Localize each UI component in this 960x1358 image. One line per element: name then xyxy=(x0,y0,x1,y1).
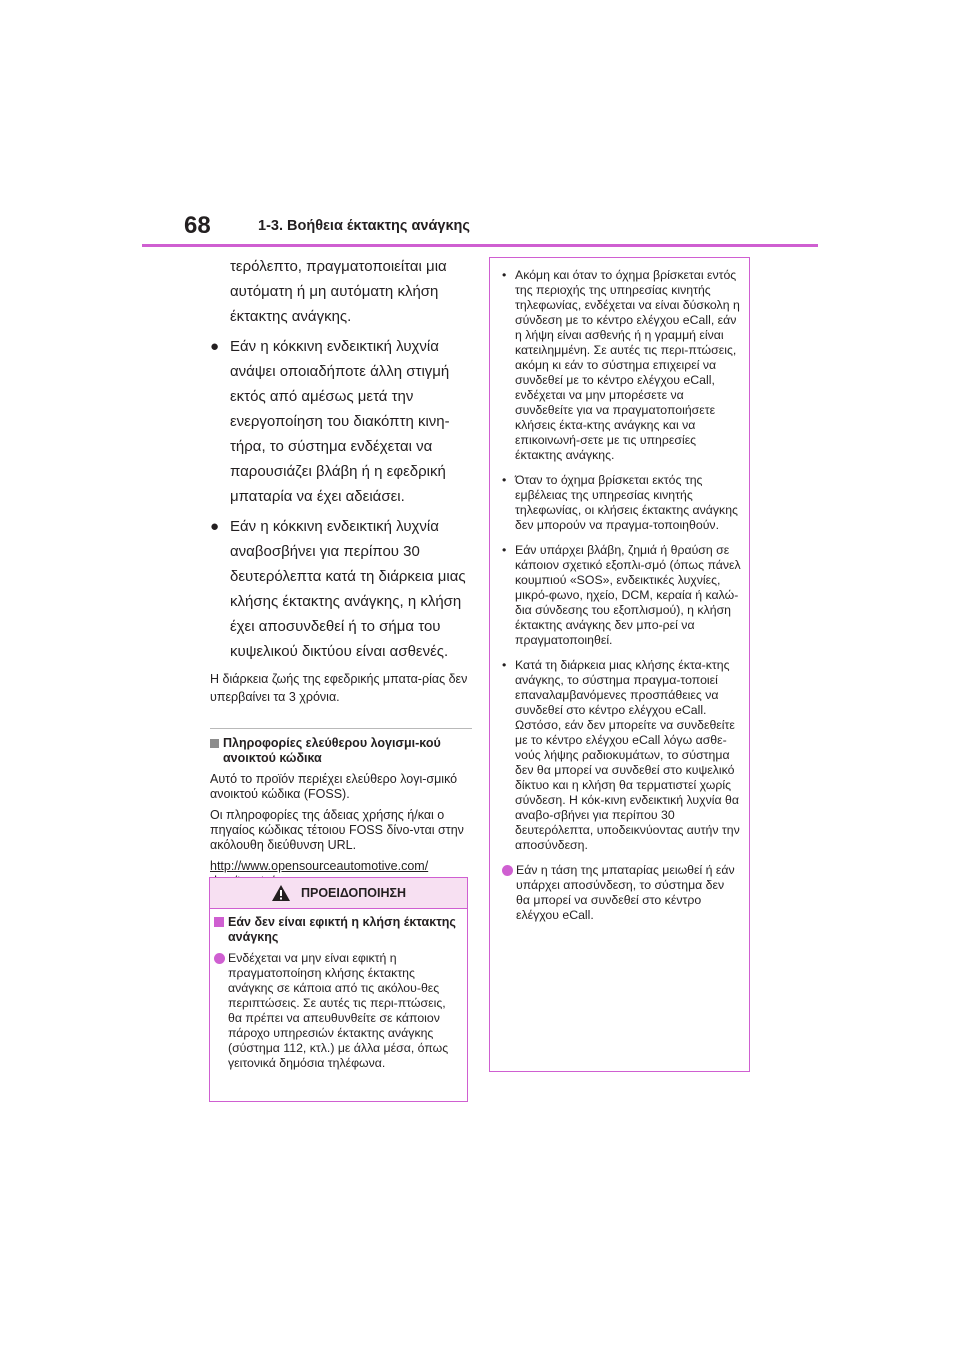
square-bullet-icon xyxy=(214,917,224,927)
section-title: 1-3. Βοήθεια έκτακτης ανάγκης xyxy=(258,218,470,234)
final-item xyxy=(502,863,741,923)
circle-bullet-icon xyxy=(502,865,513,876)
dot-bullet-icon: • xyxy=(502,473,507,487)
bullet-text: Εάν η κόκκινη ενδεικτική λυχνία ανάψει οποιαδήποτε άλλη στιγμή εκτός από αμέσως μετά την ενεργοποίηση του διακόπτη κινη-τήρα, το σύστημα ενδέχεται να παρουσιάζει βλάβη ή η εφεδρική μπαταρία να έχει αδειάσει. xyxy=(230,338,450,505)
final-item-text: Εάν η τάση της μπαταρίας μειωθεί ή εάν υπάρχει αποσύνδεση, το σύστημα δεν θα μπορεί να συνδεθεί στο κέντρο ελέγχου eCall. xyxy=(516,863,735,922)
square-bullet-icon xyxy=(210,739,219,748)
battery-note: Η διάρκεια ζωής της εφεδρικής μπατα-ρίας δεν υπερβαίνει τα 3 χρόνια. xyxy=(210,672,468,704)
list-item xyxy=(502,473,741,533)
section-divider xyxy=(210,728,472,729)
list-item-text: Κατά τη διάρκεια μιας κλήσης έκτα-κτης ανάγκης, το σύστημα πραγμα-τοποιεί επαναλαμβανόμενες προσπάθειες να συνδεθεί στο κέντρο ελέγχου eCall. Ωστόσο, εάν δεν μπορείτε να συνδεθείτε με το κέντρο ελέγχου eCall λόγω ασθε-νούς λήψης ραδιοκυμάτων, το σύστημα δεν θα μπορεί να συνδεθεί στο κυψελικό δίκτυο και η κλήση θα τερματιστεί χωρίς σύνδεση. Η κόκ-κινη ενδεικτική λυχνία θα αναβο-σβήνει για περίπου 30 δευτερόλεπτα, υποδεικνύοντας αυτήν την αποσύνδεση. xyxy=(515,658,740,852)
header-divider xyxy=(142,244,818,247)
bullet-text: Εάν η κόκκινη ενδεικτική λυχνία αναβοσβήνει για περίπου 30 δευτερόλεπτα κατά τη διάρκεια μιας κλήσης έκτακτης ανάγκης, η κλήση έχει αποσυνδεθεί ή το σήμα του κυψελικού δικτύου είναι ασθενές. xyxy=(230,518,466,660)
bullet-icon: ● xyxy=(210,518,220,535)
bullet-item xyxy=(210,514,472,664)
list-item-text: Όταν το όχημα βρίσκεται εκτός της εμβέλειας της υπηρεσίας κινητής τηλεφωνίας, οι κλήσεις έκτακτης ανάγκης δεν μπορούν να πραγμα-τοποιηθούν. xyxy=(515,473,738,532)
foss-heading-text: Πληροφορίες ελεύθερου λογισμι-κού ανοικτού κώδικα xyxy=(223,736,441,765)
dot-bullet-icon: • xyxy=(502,543,507,557)
circle-bullet-icon xyxy=(214,953,225,964)
list-item-text: Εάν υπάρχει βλάβη, ζημιά ή θραύση σε κάποιον σχετικό εξοπλι-σμό (όπως πάνελ κουμπιού «SOS», ενδεικτικές λυχνίες, μικρό-φωνο, ηχείο, DCM, κεραία ή καλώ-δια σύνδεσης του εξοπλισμού), η κλήση έκτακτης ανάγκης δεν μπο-ρεί να πραγματοποιηθεί. xyxy=(515,543,741,647)
list-item-text: Ακόμη και όταν το όχημα βρίσκεται εντός της περιοχής της υπηρεσίας κινητής τηλεφωνίας, ενδέχεται να είναι δύσκολη η σύνδεση με το κέντρο ελέγχου eCall, εάν η λήψη είναι ασθενής ή η γραμμή είναι κατειλημμένη. Σε αυτές τις περι-πτώσεις, ακόμη κι εάν το σύστημα επιχειρεί να συνδεθεί με το κέντρο ελέγχου eCall, ενδέχεται να μην μπορέσετε να συνδεθείτε για να πραγματοποιήσετε κλήσεις έκτα-κτης ανάγκης και να επικοινωνή-σετε με τις υπηρεσίες έκτακτης ανάγκης. xyxy=(515,268,740,462)
warning-box xyxy=(209,877,468,1102)
left-column xyxy=(210,254,472,889)
bullet-item xyxy=(210,334,472,509)
warning-text: Ενδέχεται να μην είναι εφικτή η πραγματοποίηση κλήσης έκτακτης ανάγκης σε κάποια από τις ακόλου-θες περιπτώσεις. Σε αυτές τις περι-πτώσεις, θα πρέπει να απευθυνθείτε σε κάποιον πάροχο υπηρεσιών έκτακτης ανάγκης (σύστημα 112, κτλ.) με άλλα μέσα, όπως γειτονικά δημόσια τηλέφωνα. xyxy=(228,951,449,1070)
dot-bullet-icon: • xyxy=(502,658,507,672)
warning-item xyxy=(214,951,459,1071)
warning-header xyxy=(210,878,467,909)
warning-triangle-icon xyxy=(271,884,291,902)
foss-url-line-1: http://www.opensourceautomotive.com/ xyxy=(210,859,429,873)
foss-paragraph-2: Οι πληροφορίες της άδειας χρήσης ή/και ο πηγαίος κώδικας τέτοιου FOSS δίνο-νται στην ακόλουθη διεύθυνση URL. xyxy=(210,808,464,852)
warning-heading-text: Εάν δεν είναι εφικτή η κλήση έκτακτης ανάγκης xyxy=(228,915,456,944)
dot-bullet-icon: • xyxy=(502,268,507,282)
page-number: 68 xyxy=(184,212,211,239)
list-item xyxy=(502,268,741,463)
warning-heading xyxy=(214,915,459,945)
list-item xyxy=(502,658,741,853)
list-item xyxy=(502,543,741,648)
foss-heading xyxy=(210,736,472,766)
right-info-box xyxy=(489,257,750,1072)
bullet-icon: ● xyxy=(210,338,220,355)
foss-paragraph-1: Αυτό το προϊόν περιέχει ελεύθερο λογι-σμικό ανοικτού κώδικα (FOSS). xyxy=(210,772,458,801)
intro-paragraph: τερόλεπτο, πραγματοποιείται μια αυτόματη ή μη αυτόματη κλήση έκτακτης ανάγκης. xyxy=(230,258,447,325)
warning-title: ΠΡΟΕΙΔΟΠΟΙΗΣΗ xyxy=(300,886,407,900)
